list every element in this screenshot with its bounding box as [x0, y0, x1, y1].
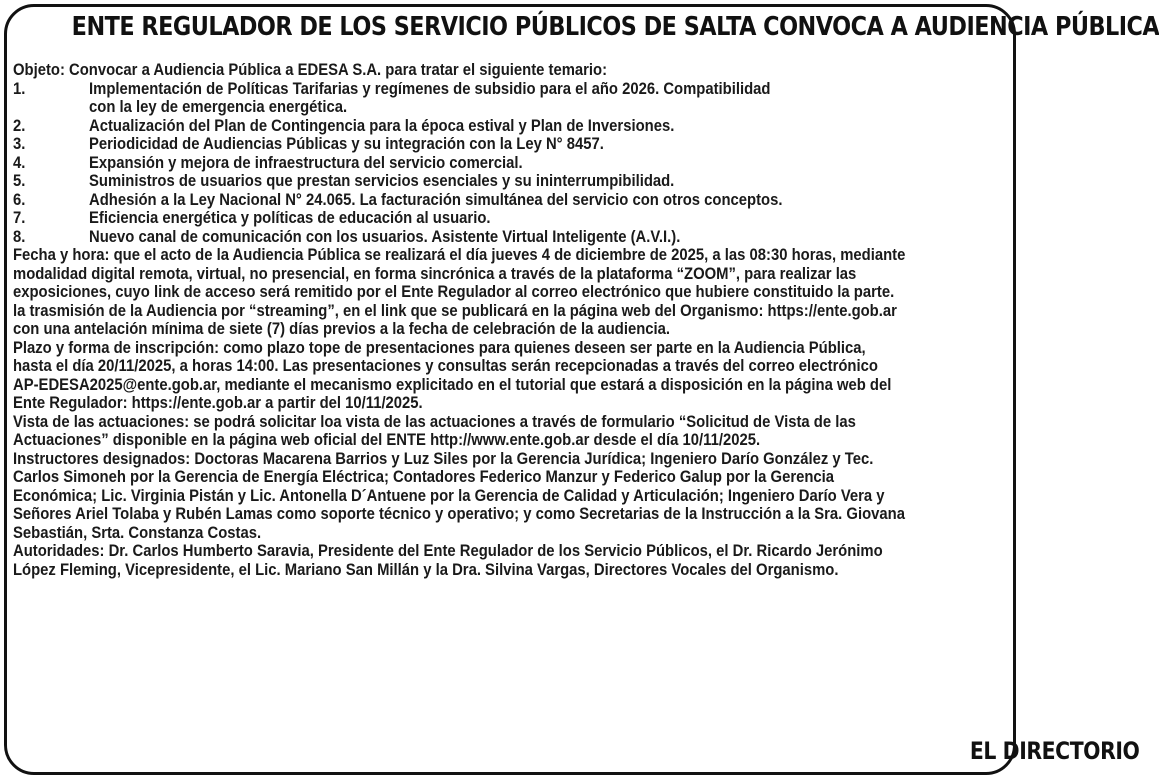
notice-title: ENTE REGULADOR DE LOS SERVICIO PÚBLICOS DE SALTA CONVOCA A AUDIENCIA PÚBLICA: [71, 12, 1159, 42]
fecha-line: exposiciones, cuyo link de acceso será remitido por el Ente Regulador al correo electrónico que hubiere constituido la parte.: [13, 283, 895, 301]
plazo-line: Plazo y forma de inscripción: como plazo tope de presentaciones para quienes deseen ser parte en la Audiencia Pública,: [13, 338, 866, 357]
item-number: 5.: [13, 172, 26, 190]
objeto-line: Objeto: Convocar a Audiencia Pública a EDESA S.A. para tratar el siguiente temario:: [13, 61, 608, 79]
instructores-line: Sebastián, Srta. Constanza Costas.: [13, 523, 262, 542]
item-text: Periodicidad de Audiencias Públicas y su integración con la Ley N° 8457.: [89, 135, 604, 153]
plazo-line: Ente Regulador: https://ente.gob.ar a partir del 10/11/2025.: [13, 394, 423, 412]
fecha-section: [13, 246, 999, 339]
item-number: 6.: [13, 190, 26, 209]
list-item: [13, 154, 999, 173]
plazo-line: AP-EDESA2025@ente.gob.ar, mediante el mecanismo explicitado en el tutorial que estará a disposición en la página web del: [13, 375, 892, 394]
list-item: [13, 117, 999, 136]
autoridades-section: [13, 542, 999, 579]
item-text: Adhesión a la Ley Nacional N° 24.065. La facturación simultánea del servicio con otros conceptos.: [89, 190, 783, 209]
item-number: 4.: [13, 153, 26, 172]
fecha-line: la trasmisión de la Audiencia por “streaming”, en el link que se publicará en la página web del Organismo: https://ente.gob.ar: [13, 301, 897, 320]
instructores-line: Económica; Lic. Virginia Pistán y Lic. Antonella D´Antuene por la Gerencia de Calidad y Articulación; Ingeniero Darío Vera y: [13, 486, 885, 505]
vista-line: Vista de las actuaciones: se podrá solicitar loa vista de las actuaciones a través de formulario “Solicitud de Vista de las: [13, 412, 856, 431]
item-text: Eficiencia energética y políticas de educación al usuario.: [89, 209, 491, 227]
plazo-line: hasta el día 20/11/2025, a horas 14:00. Las presentaciones y consultas serán recepcionadas a través del correo electrónico: [13, 357, 878, 375]
item-number: 8.: [13, 227, 26, 246]
autoridades-line: Autoridades: Dr. Carlos Humberto Saravia, Presidente del Ente Regulador de los Servicio Públicos, el Dr. Ricardo Jerónimo: [13, 542, 883, 560]
list-item: [13, 228, 999, 247]
list-item: [13, 135, 999, 154]
item-text: Implementación de Políticas Tarifarias y regímenes de subsidio para el año 2026. Compatibilidad: [89, 79, 771, 98]
fecha-line: modalidad digital remota, virtual, no presencial, en forma sincrónica a través de la plataforma “ZOOM”, para realizar las: [13, 264, 857, 283]
instructores-line: Instructores designados: Doctoras Macarena Barrios y Luz Siles por la Gerencia Jurídica; Ingeniero Darío González y Tec.: [13, 449, 874, 468]
item-text: Nuevo canal de comunicación con los usuarios. Asistente Virtual Inteligente (A.V.I.).: [89, 227, 681, 246]
autoridades-line: López Fleming, Vicepresidente, el Lic. Mariano San Millán y la Dra. Silvina Vargas, Directores Vocales del Organismo.: [13, 560, 839, 579]
plazo-section: [13, 339, 999, 413]
signature: EL DIRECTORIO: [969, 737, 1139, 765]
item-number: 3.: [13, 135, 26, 153]
item-number: 1.: [13, 79, 26, 98]
notice-body: [13, 61, 999, 579]
instructores-line: Carlos Simoneh por la Gerencia de Energía Eléctrica; Contadores Federico Manzur y Federico Galup por la Gerencia: [13, 468, 835, 486]
list-item: [13, 209, 999, 228]
item-number: 2.: [13, 116, 26, 135]
list-item: [13, 80, 999, 99]
item-number: 7.: [13, 209, 26, 227]
instructores-line: Señores Ariel Tolaba y Rubén Lamas como soporte técnico y operativo; y como Secretarias de la Instrucción a la Sra. Giovana: [13, 505, 905, 523]
fecha-line: Fecha y hora: que el acto de la Audiencia Pública se realizará el día jueves 4 de diciembre de 2025, a las 08:30 horas, mediante: [13, 246, 906, 264]
item-continuation: con la ley de emergencia energética.: [89, 98, 348, 116]
list-item: [13, 172, 999, 191]
vista-section: [13, 413, 999, 450]
instructores-section: [13, 450, 999, 543]
item-text: Actualización del Plan de Contingencia para la época estival y Plan de Inversiones.: [89, 116, 675, 135]
item-text: Expansión y mejora de infraestructura del servicio comercial.: [89, 153, 523, 172]
list-item: [13, 191, 999, 210]
item-text: Suministros de usuarios que prestan servicios esenciales y su ininterrumpibilidad.: [89, 172, 675, 190]
vista-line: Actuaciones” disponible en la página web oficial del ENTE http://www.ente.gob.ar desde el día 10/11/2025.: [13, 431, 761, 449]
fecha-line: con una antelación mínima de siete (7) días previos a la fecha de celebración de la audiencia.: [13, 320, 671, 338]
